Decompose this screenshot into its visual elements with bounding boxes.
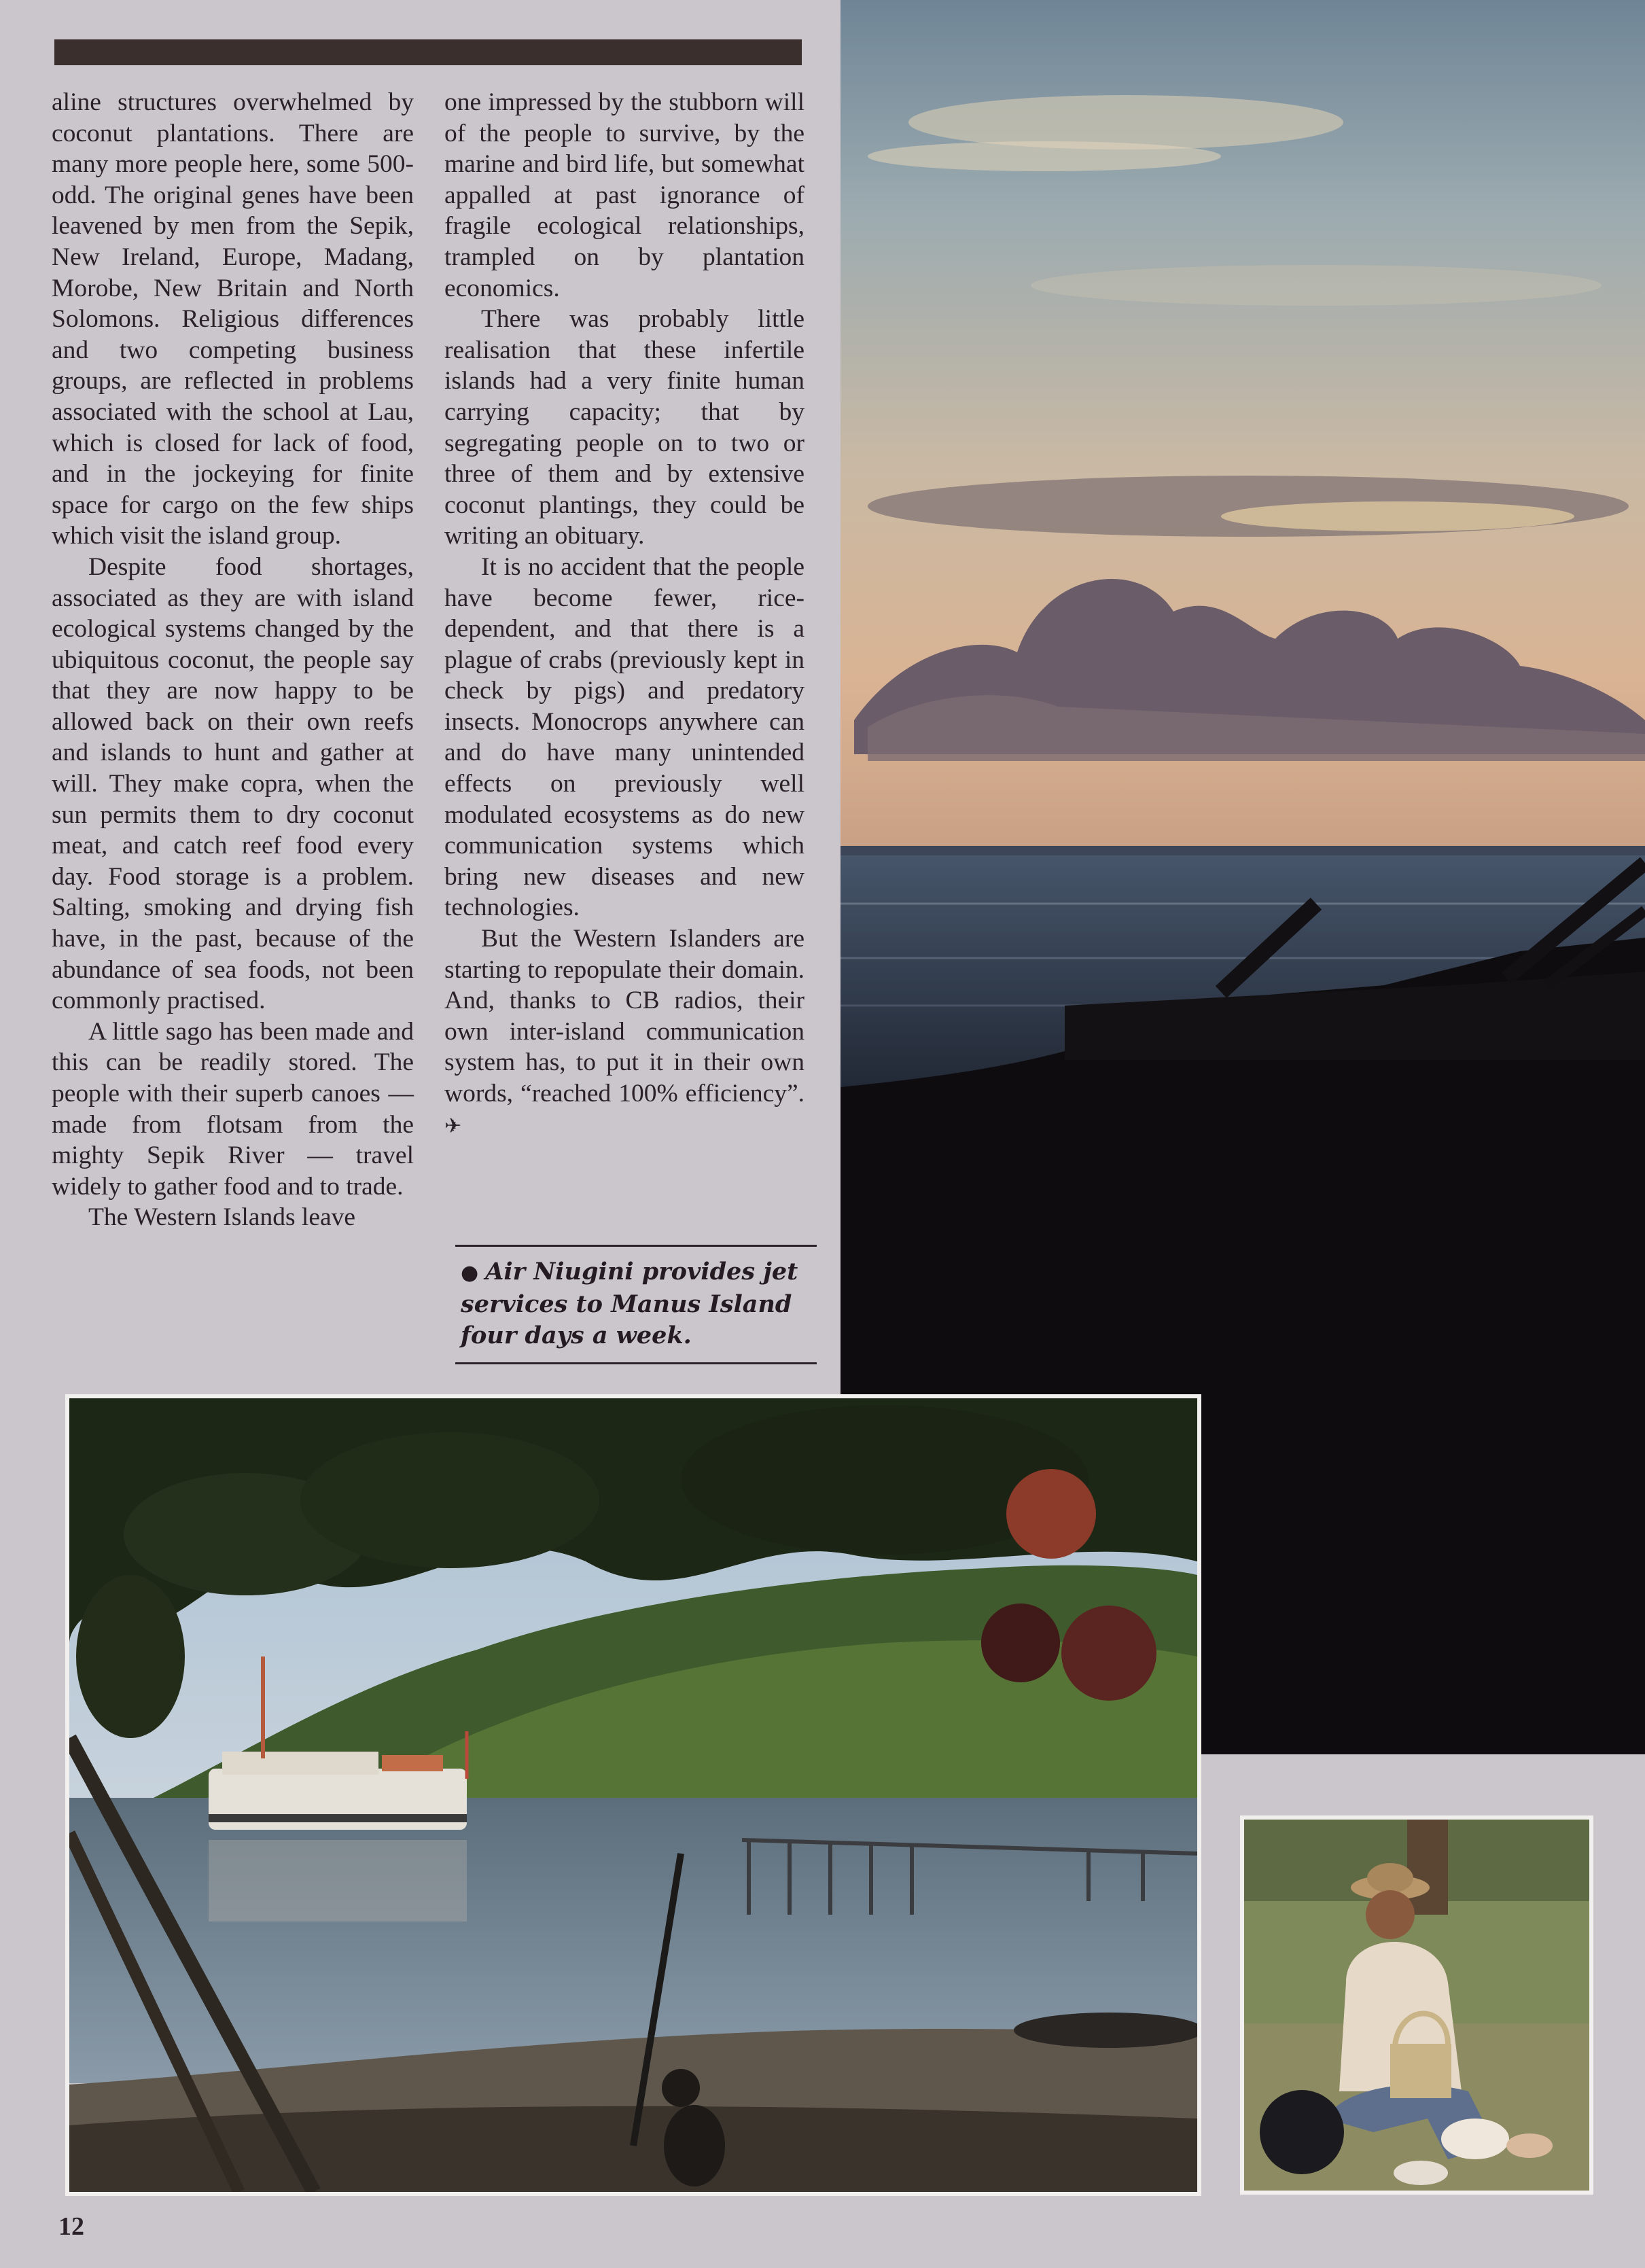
paragraph-text: But the Western Islanders are starting to repopulate their domain. And, thanks to CB radios, their own inter-island communication system has, to put it in their own words, “reached 100% efficiency”. xyxy=(444,925,804,1108)
paragraph: one impressed by the stubborn will of the people to survive, by the marine and bird life, but somewhat appalled at past ignorance of fragile ecological relationships, trampled on by plantation economics. xyxy=(444,88,804,302)
article-column-right xyxy=(444,87,804,1141)
paragraph: There was probably little realisation that these infertile islands had a very finite human carrying capacity; that by segregating people on to two or three of them and by extensive coconut plantings, they could be writing an obituary. xyxy=(444,305,804,550)
portrait-photo-icon xyxy=(1244,1820,1589,2191)
harbour-boat-photo xyxy=(65,1394,1201,2196)
header-rule-bar xyxy=(54,39,802,65)
end-mark-icon: ✈ xyxy=(444,1114,462,1137)
paragraph: It is no accident that the people have become fewer, rice-dependent, and that there is a plague of crabs (previously kept in check by pigs) and predatory insects. Monocrops anywhere can and do have many unintended effects on previously well modulated ecosystems as do new communication systems which bring new diseases and new technologies. xyxy=(444,552,804,922)
harbour-photo-icon xyxy=(69,1398,1197,2192)
paragraph xyxy=(444,923,804,1141)
page-number: 12 xyxy=(58,2212,84,2241)
man-with-basket-photo xyxy=(1240,1815,1593,2195)
article-column-left xyxy=(52,87,414,1233)
paragraph: Despite food shortages, associated as they are with island ecological systems changed by the ubiquitous coconut, the people say that they are now happy to be allowed back on their own reefs and islands to hunt and gather at will. They make copra, when the sun permits them to dry coconut meat, and catch reef food every day. Food storage is a problem. Salting, smoking and drying fish have, in the past, because of the abundance of sea foods, not been commonly practised. xyxy=(52,552,414,1015)
callout-text: Air Niugini provides jet services to Manus Island four days a week. xyxy=(461,1258,798,1349)
airline-callout xyxy=(455,1245,817,1364)
bullet-icon: ● xyxy=(461,1261,479,1285)
paragraph: The Western Islands leave xyxy=(88,1203,356,1232)
paragraph: A little sago has been made and this can be readily stored. The people with their superb canoes — made from flotsam from the mighty Sepik River — travel widely to gather food and to trade. xyxy=(52,1017,414,1201)
paragraph: aline structures overwhelmed by coconut plantations. There are many more people here, some 500-odd. The original genes have been leavened by men from the Sepik, New Ireland, Europe, Madang, Morobe, New Britain and North Solomons. Religious differences and two competing business groups, are reflected in problems associated with the school at Lau, which is closed for lack of food, and in the jockeying for finite space for cargo on the few ships which visit the island group. xyxy=(52,88,414,550)
